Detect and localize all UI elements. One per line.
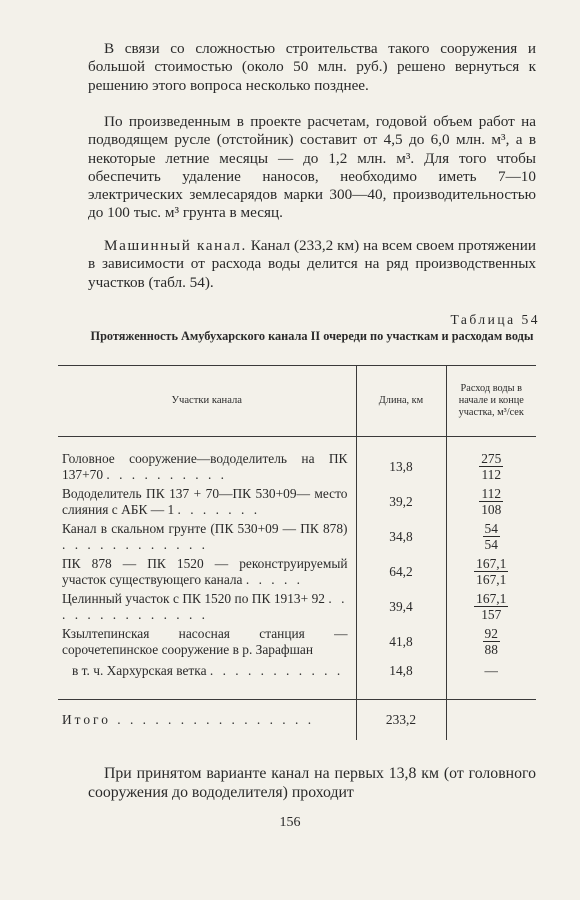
- section-flow: $\frac{167,1}{157}$: [446, 589, 536, 624]
- branch-name: в т. ч. Хархурская ветка . . . . . . . . . . .: [72, 663, 344, 679]
- section-flow: $\frac{167,1}{167,1}$: [446, 554, 536, 589]
- table-row: [58, 484, 536, 519]
- canal-sections-table: [58, 365, 536, 740]
- table-row: [58, 449, 536, 484]
- section-length: 39,2: [356, 484, 446, 519]
- table-row-branch: [58, 659, 536, 683]
- header-length: Длина, км: [356, 366, 446, 437]
- table-label: Таблица 54: [450, 312, 540, 327]
- table-row: [58, 554, 536, 589]
- header-flow: Расход воды в начале и конце участка, м³/сек: [446, 366, 536, 437]
- table-row: [58, 589, 536, 624]
- section-flow: $\frac{54}{54}$: [446, 519, 536, 554]
- section-name: ПК 878 — ПК 1520 — реконструируемый участок существующего канала . . . . .: [62, 555, 348, 587]
- section-length: 41,8: [356, 624, 446, 659]
- paragraph-3-body: Канал (233,2 км) на всем своем протяжении в зависимости от расхода воды делится на ряд производственных участков (табл. 54).: [88, 237, 537, 291]
- table-caption: Протяженность Амубухарского канала II очереди по участкам и расходам воды: [90, 329, 534, 343]
- page-number: 156: [279, 815, 301, 830]
- section-name: Вододелитель ПК 137 + 70—ПК 530+09— место слияния с АБК — 1 . . . . . . .: [62, 485, 348, 517]
- section-name: Целинный участок с ПК 1520 по ПК 1913+ 92 . . . . . . . . . . . . . .: [62, 590, 348, 622]
- table-row: [58, 519, 536, 554]
- branch-flow: —: [446, 659, 536, 683]
- branch-length: 14,8: [356, 659, 446, 683]
- section-name: Головное сооружение—вододелитель на ПК 137+70 . . . . . . . . . .: [62, 450, 348, 482]
- section-length: 13,8: [356, 449, 446, 484]
- paragraph-4: При принятом варианте канал на первых 13,8 км (от головного сооружения до вододелителя) проходит: [88, 765, 536, 801]
- section-length: 34,8: [356, 519, 446, 554]
- table-header-row: [58, 366, 536, 437]
- table-row: [58, 624, 536, 659]
- section-flow: $\frac{275}{112}$: [446, 449, 536, 484]
- section-length: 64,2: [356, 554, 446, 589]
- total-label: Итого . . . . . . . . . . . . . . . .: [58, 700, 356, 741]
- paragraph-3: [88, 237, 536, 292]
- section-length: 39,4: [356, 589, 446, 624]
- section-name: Канал в скальном грунте (ПК 530+09 — ПК 878) . . . . . . . . . . . .: [62, 520, 348, 552]
- header-section: Участки канала: [58, 366, 356, 437]
- paragraph-2: По произведенным в проекте расчетам, годовой объем работ на подводящем русле (отстойник) составит от 4,5 до 6,0 млн. м³, а в некоторые летние месяцы — до 1,2 млн. м³. Для того чтобы обеспечить удаление наносов, необходимо иметь 7—10 электрических землесарядов марки 300—40, производительностью до 100 тыс. м³ грунта в месяц.: [88, 113, 536, 222]
- paragraph-3-heading: Машинный канал.: [104, 237, 247, 254]
- table-total-row: [58, 700, 536, 741]
- section-flow: $\frac{92}{88}$: [446, 624, 536, 659]
- total-length: 233,2: [356, 700, 446, 741]
- section-flow: $\frac{112}{108}$: [446, 484, 536, 519]
- section-name: Кзылтепинская насосная станция — сорочетепинское сооружение в р. Зарафшан: [62, 625, 348, 657]
- paragraph-1: В связи со сложностью строительства такого сооружения и большой стоимостью (около 50 млн. руб.) решено вернуться к решению этого вопроса несколько позднее.: [88, 40, 536, 94]
